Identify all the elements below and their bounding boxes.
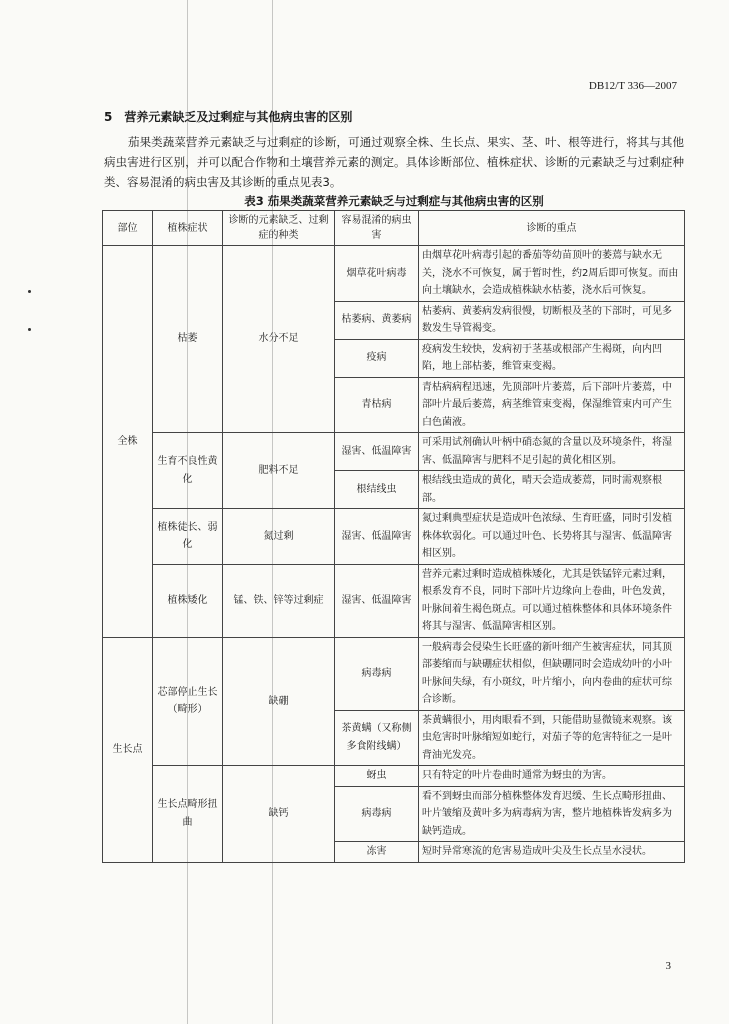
table-row bbox=[103, 564, 685, 637]
cell-key: 根结线虫造成的黄化，晴天会造成萎蔫，同时需观察根部。 bbox=[419, 471, 685, 509]
cell-confused: 枯萎病、黄萎病 bbox=[335, 301, 419, 339]
cell-symptom: 植株徒长、弱化 bbox=[153, 509, 223, 565]
header-symptom: 植株症状 bbox=[153, 211, 223, 246]
cell-symptom: 生长点畸形扭曲 bbox=[153, 766, 223, 863]
cell-part: 全株 bbox=[103, 246, 153, 638]
table-row bbox=[103, 509, 685, 565]
cell-key: 营养元素过剩时造成植株矮化，尤其是铁锰锌元素过剩，根系发育不良，同时下部叶片边缘向上卷曲，叶色发黄，叶脉间着生褐色斑点。可以通过植株整体和具体环境条件将其与湿害、低温障害相区别。 bbox=[419, 564, 685, 637]
cell-confused: 病毒病 bbox=[335, 786, 419, 842]
cell-confused: 蚜虫 bbox=[335, 766, 419, 787]
cell-key: 枯萎病、黄萎病发病很慢，切断根及茎的下部时，可见多数发生导管褐变。 bbox=[419, 301, 685, 339]
cell-symptom: 植株矮化 bbox=[153, 564, 223, 637]
cell-type: 氮过剩 bbox=[223, 509, 335, 565]
table-row bbox=[103, 637, 685, 710]
cell-symptom: 枯萎 bbox=[153, 246, 223, 433]
cell-key: 氮过剩典型症状是造成叶色浓绿、生育旺盛，同时引发植株体软弱化。可以通过叶色、长势将其与湿害、低温障害相区别。 bbox=[419, 509, 685, 565]
cell-confused: 根结线虫 bbox=[335, 471, 419, 509]
table-header-row bbox=[103, 211, 685, 246]
section-intro-paragraph: 茄果类蔬菜营养元素缺乏与过剩症的诊断，可通过观察全株、生长点、果实、茎、叶、根等进行，将其与其他病虫害进行区别，并可以配合作物和土壤营养元素的测定。具体诊断部位、植株症状、诊断的元素缺乏与过剩症种类、容易混淆的病虫害及其诊断的重点见表3。 bbox=[104, 135, 684, 189]
cell-key: 由烟草花叶病毒引起的番茄等幼苗顶叶的萎蔫与缺水无关，浇水不可恢复，属于暂时性，约2周后即可恢复。而由向土壤缺水，会造成植株缺水枯萎，浇水后可恢复。 bbox=[419, 246, 685, 302]
header-key: 诊断的重点 bbox=[419, 211, 685, 246]
cell-confused: 青枯病 bbox=[335, 377, 419, 433]
section-heading bbox=[104, 108, 352, 125]
table-row bbox=[103, 433, 685, 471]
cell-confused: 湿害、低温障害 bbox=[335, 564, 419, 637]
page-number: 3 bbox=[665, 960, 671, 972]
cell-confused: 病毒病 bbox=[335, 637, 419, 710]
cell-key: 短时异常寒流的危害易造成叶尖及生长点呈水浸状。 bbox=[419, 842, 685, 863]
section-number: 5 bbox=[104, 110, 113, 124]
cell-symptom: 芯部停止生长（畸形） bbox=[153, 637, 223, 766]
cell-type: 锰、铁、锌等过剩症 bbox=[223, 564, 335, 637]
cell-type: 缺钙 bbox=[223, 766, 335, 863]
cell-confused: 湿害、低温障害 bbox=[335, 509, 419, 565]
table-row bbox=[103, 246, 685, 302]
cell-symptom: 生育不良性黄化 bbox=[153, 433, 223, 509]
cell-confused: 疫病 bbox=[335, 339, 419, 377]
table-title: 表3 茄果类蔬菜营养元素缺乏与过剩症与其他病虫害的区别 bbox=[244, 194, 544, 208]
cell-type: 水分不足 bbox=[223, 246, 335, 433]
cell-confused: 冻害 bbox=[335, 842, 419, 863]
cell-confused: 湿害、低温障害 bbox=[335, 433, 419, 471]
table-row bbox=[103, 766, 685, 787]
cell-key: 青枯病病程迅速，先顶部叶片萎蔫，后下部叶片萎蔫，中部叶片最后萎蔫，病茎维管束变褐，保湿维管束内可产生白色菌液。 bbox=[419, 377, 685, 433]
cell-type: 缺硼 bbox=[223, 637, 335, 766]
cell-confused: 烟草花叶病毒 bbox=[335, 246, 419, 302]
cell-type: 肥料不足 bbox=[223, 433, 335, 509]
cell-key: 疫病发生较快，发病初于茎基或根部产生褐斑，向内凹陷，地上部枯萎，维管束变褐。 bbox=[419, 339, 685, 377]
scan-margin-dot bbox=[28, 328, 31, 331]
cell-key: 只有特定的叶片卷曲时通常为蚜虫的为害。 bbox=[419, 766, 685, 787]
section-title: 营养元素缺乏及过剩症与其他病虫害的区别 bbox=[124, 110, 353, 124]
document-code: DB12/T 336—2007 bbox=[588, 80, 677, 92]
cell-confused: 茶黄螨（又称侧多食附线螨） bbox=[335, 710, 419, 766]
cell-key: 可采用试剂确认叶柄中硝态氮的含量以及环境条件，将湿害、低温障害与肥料不足引起的黄化相区别。 bbox=[419, 433, 685, 471]
scan-margin-dot bbox=[28, 290, 31, 293]
cell-key: 茶黄螨很小，用肉眼看不到，只能借助显微镜来观察。该虫危害时叶脉缩短如蛇行，对茄子等的危害特征之一是叶背油光发亮。 bbox=[419, 710, 685, 766]
header-type: 诊断的元素缺乏、过剩症的种类 bbox=[223, 211, 335, 246]
cell-key: 看不到蚜虫而部分植株整体发育迟缓、生长点畸形扭曲、叶片皱缩及黄叶多为病毒病为害，整片地植株皆发病多为缺钙造成。 bbox=[419, 786, 685, 842]
diagnosis-table bbox=[102, 210, 685, 863]
cell-part: 生长点 bbox=[103, 637, 153, 862]
header-part: 部位 bbox=[103, 211, 153, 246]
cell-key: 一般病毒会侵染生长旺盛的新叶细产生被害症状，同其顶部萎缩而与缺硼症状相似，但缺硼同时会造成幼叶的小叶叶脉间失绿，有小斑纹，叶片缩小，向内卷曲的症状可综合诊断。 bbox=[419, 637, 685, 710]
header-confused: 容易混淆的病虫害 bbox=[335, 211, 419, 246]
